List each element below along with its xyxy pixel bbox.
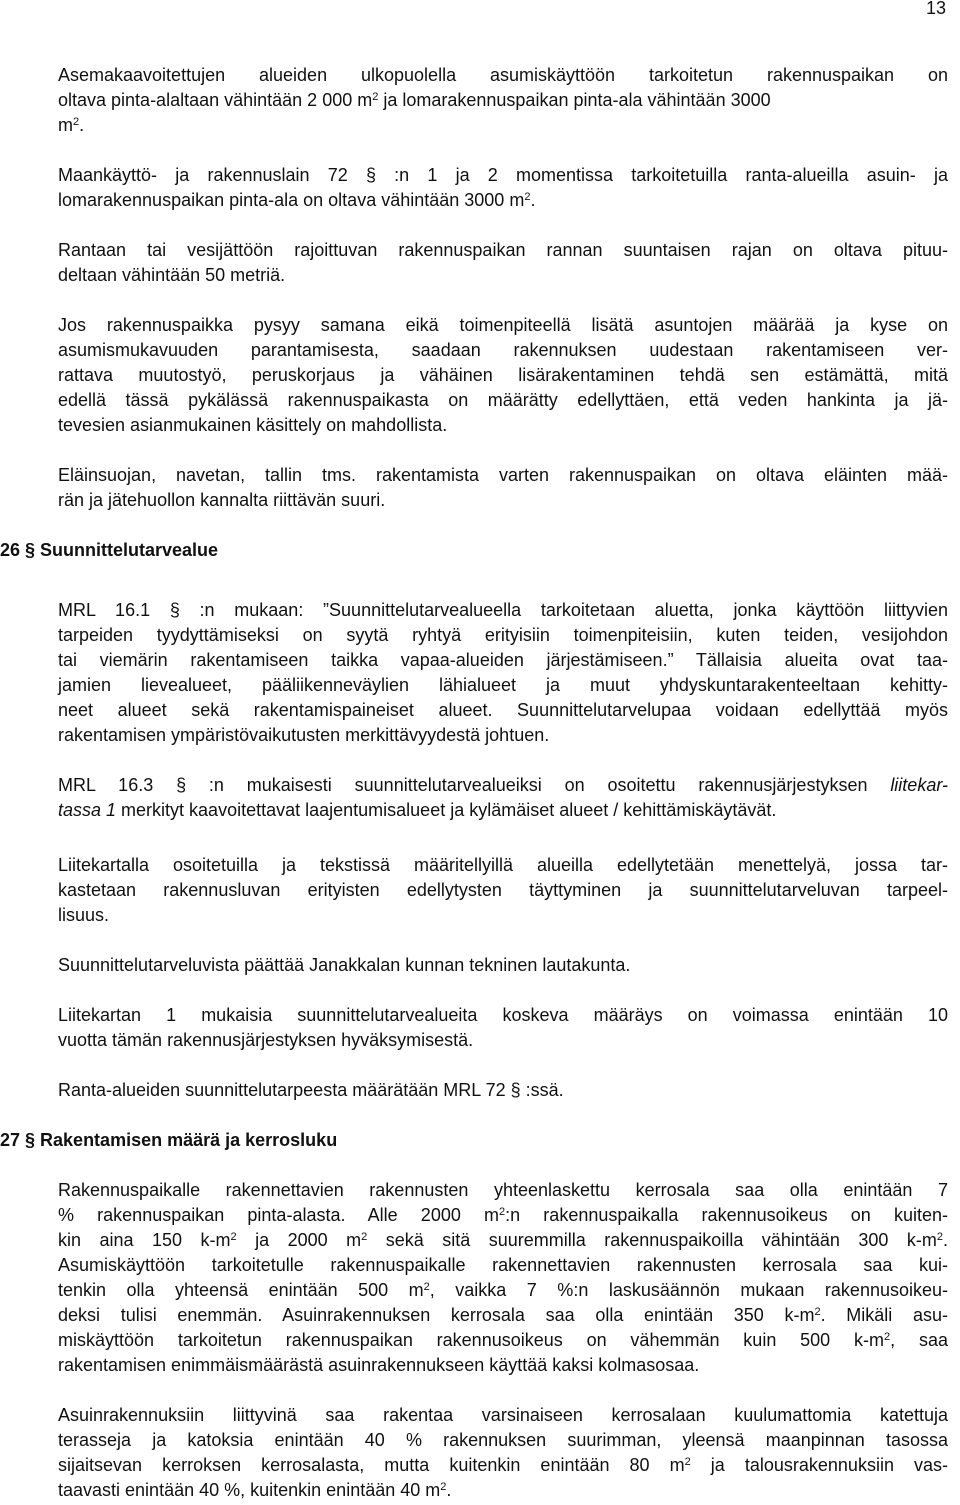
section-heading-27: 27 § Rakentamisen määrä ja kerrosluku — [0, 1130, 338, 1150]
paragraph-mrl-16-1: MRL 16.1 § :n mukaan: ”Suunnittelutarvealueella tarkoitetaan aluetta, jonka käyttöön liittyvien tarpeiden tyydyttämiseksi on syytä ryhtyä erityisiin toimenpiteisiin, kuten teiden, vesijohdon tai viemärin rakentamiseen taikka vapaa-alueiden järjestämiseen.” Tällaisia alueita ovat taa- jamien lievealueet, pääliikenneväylien lähialueet ja muut yhdyskuntarakenteeltaan kehitty- neet alueet sekä rakentamispaineiset alueet. Suunnittelutarvelupaa voidaan edellyttää myös rakentamisen ympäristövaikutusten merkittävyydestä johtuen. — [58, 600, 948, 745]
paragraph-permit-authority: Suunnittelutarveluvista päättää Janakkalan kunnan tekninen lautakunta. — [58, 955, 631, 975]
paragraph-building-site-area: Asemakaavoitettujen alueiden ulkopuolella asumiskäyttöön tarkoitetun rakennuspaikan on oltava pinta-alaltaan vähintään 2 000 $m^2$ ja lomarakennuspaikan pinta-ala vähintään 3000 $m^2$. — [58, 65, 948, 135]
paragraph-mrl-16-3: MRL 16.3 § :n mukaisesti suunnittelutarvealueiksi on osoitettu rakennusjärjestyksen liitekar- tassa 1 merkityt kaavoitettavat laajentumisalueet ja kylämäiset alueet / kehittämiskäytävät. — [58, 775, 948, 820]
section-heading-26: 26 § Suunnittelutarvealue — [0, 540, 219, 560]
paragraph-shore-planning: Ranta-alueiden suunnittelutarpeesta määrätään MRL 72 § :ssä. — [58, 1080, 564, 1100]
paragraph-rebuilding: Jos rakennuspaikka pysyy samana eikä toimenpiteellä lisätä asuntojen määrää ja kyse on asumismukavuuden parantamisesta, saadaan rakennuksen uudestaan rakentamiseen ver- rattava muutostyö, peruskorjaus ja vähäinen lisärakentaminen tehdä sen estämättä, mitä edellä tässä pykälässä rakennuspaikasta on määrätty edellyttäen, että veden hankinta ja jä- tevesien asianmukainen käsittely on mahdollista. — [58, 315, 948, 435]
paragraph-animal-shelter: Eläinsuojan, navetan, tallin tms. rakentamista varten rakennuspaikan on oltava eläinten mää- rän ja jätehuollon kannalta riittävän suuri. — [58, 465, 948, 510]
paragraph-shore-area: Maankäyttö- ja rakennuslain 72 § :n 1 ja 2 momentissa tarkoitetuilla ranta-alueilla asuin- ja lomarakennuspaikan pinta-ala on oltava vähintään 3000 $m^2$. — [58, 165, 948, 210]
paragraph-shoreline-border: Rantaan tai vesijättöön rajoittuvan rakennuspaikan rannan suuntaisen rajan on oltava pituu- deltaan vähintään 50 metriä. — [58, 240, 948, 285]
paragraph-validity: Liitekartan 1 mukaisia suunnittelutarvealueita koskeva määräys on voimassa enintään 10 vuotta tämän rakennusjärjestyksen hyväksymisestä. — [58, 1005, 948, 1050]
paragraph-map-areas: Liitekartalla osoitetuilla ja tekstissä määritellyillä alueilla edellytetään menettelyä, jossa tar- kastetaan rakennusluvan erityisten edellytysten täyttyminen ja suunnittelutarveluvan tarpeel- lisuus. — [58, 855, 948, 925]
page-number: 13 — [925, 0, 946, 18]
paragraph-building-volume: Rakennuspaikalle rakennettavien rakennusten yhteenlaskettu kerrosala saa olla enintään 7 % rakennuspaikan pinta-alasta. Alle 2000 $m^2:n$ rakennuspaikalla rakennusoikeus on kuiten- kin aina 150 $k-m^2$ ja 2000 $m^2$ sekä sitä suuremmilla rakennuspaikoilla vähintään 300 $k-m^2$. Asumiskäyttöön tarkoitetulle rakennuspaikalle rakennettavien rakennusten kerrosala saa kui- tenkin olla yhteensä enintään 500 $m^2$, vaikka 7 %:n laskusäännön mukaan rakennusoikeu- deksi tulisi enemmän. Asuinrakennuksen kerrosala saa olla enintään 350 $k-m^2$. Mikäli asu- miskäyttöön tarkoitetun rakennuspaikan rakennusoikeus on vähemmän kuin 500 $k-m^2$, saa rakentamisen enimmäismäärästä asuinrakennukseen käyttää kaksi kolmasosaa. — [58, 1180, 949, 1375]
paragraph-terraces: Asuinrakennuksiin liittyvinä saa rakentaa varsinaiseen kerrosalaan kuulumattomia katettuja terasseja ja katoksia enintään 40 % rakennuksen suurimman, yleensä maanpinnan tasossa sijaitsevan kerroksen kerrosalasta, mutta kuitenkin enintään 80 $m^2$ ja talousrakennuksiin vas- taavasti enintään 40 %, kuitenkin enintään 40 $m^2$. — [58, 1405, 949, 1500]
